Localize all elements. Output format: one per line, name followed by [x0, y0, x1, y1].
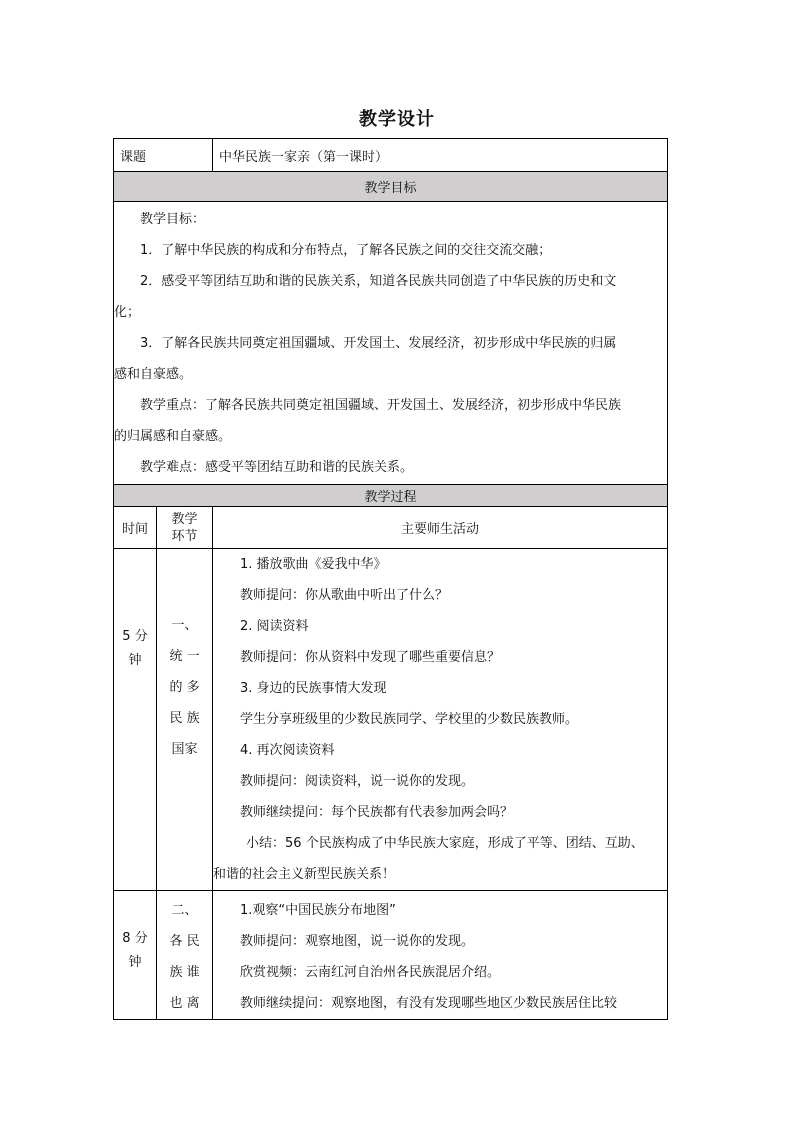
stage-line: 统 一 [169, 649, 200, 664]
time-cell [114, 549, 157, 891]
key-point-cont: 的归属感和自豪感。 [114, 428, 232, 444]
topic-label: 课题 [114, 139, 213, 172]
stage-line: 民 族 [169, 711, 200, 726]
process-row [114, 549, 668, 891]
activity-line: 学生分享班级里的少数民族同学、学校里的少数民族教师。 [240, 712, 579, 727]
process-column-headers [114, 507, 668, 549]
difficulty-point: 教学难点：感受平等团结互助和谐的民族关系。 [140, 459, 414, 475]
topic-row [114, 139, 668, 172]
process-heading: 教学过程 [114, 485, 668, 507]
column-header-stage [157, 507, 213, 549]
stage-cell [157, 891, 213, 1020]
activity-line: 教师继续提问：观察地图，有没有发现哪些地区少数民族居住比较 [240, 996, 618, 1011]
objectives-body [114, 202, 668, 485]
process-heading-row [114, 485, 668, 507]
summary-line: 小结：56 个民族构成了中华民族大家庭，形成了平等、团结、互助、 [246, 836, 644, 851]
objectives-body-row [114, 202, 668, 485]
activity-line: 教师提问：你从歌曲中听出了什么？ [240, 588, 449, 603]
key-point: 教学重点：了解各民族共同奠定祖国疆域、开发国土、发展经济，初步形成中华民族 [140, 397, 622, 413]
stage-line: 国家 [171, 742, 198, 757]
activity-cell [213, 891, 668, 1020]
objective-item-2-cont: 化； [114, 304, 141, 320]
activity-cell [213, 549, 668, 891]
time-cell [114, 891, 157, 1020]
activity-line: 教师提问：阅读资料，说一说你的发现。 [240, 774, 475, 789]
stage-line: 的 多 [169, 680, 200, 695]
objectives-lead: 教学目标： [140, 211, 206, 227]
stage-cell [157, 549, 213, 891]
activity-line: 教师继续提问：每个民族都有代表参加两会吗？ [240, 805, 514, 820]
objective-item-3: 3．了解各民族共同奠定祖国疆域、开发国土、发展经济，初步形成中华民族的归属 [140, 335, 617, 351]
topic-value: 中华民族一家亲（第一课时） [213, 139, 668, 172]
activity-line: 1. 播放歌曲《爱我中华》 [240, 557, 387, 572]
activity-line: 2. 阅读资料 [240, 619, 309, 634]
summary-line-cont: 和谐的社会主义新型民族关系！ [213, 867, 396, 882]
column-header-stage-line1: 教学 [171, 511, 198, 527]
objectives-heading-row [114, 172, 668, 202]
process-row [114, 891, 668, 1020]
column-header-time: 时间 [114, 507, 157, 549]
page-title: 教学设计 [359, 109, 435, 130]
time-value: 5 分 [122, 629, 148, 644]
objective-item-3-cont: 感和自豪感。 [114, 366, 193, 382]
objective-item-1: 1．了解中华民族的构成和分布特点，了解各民族之间的交往交流交融； [140, 242, 552, 258]
time-unit: 钟 [128, 955, 142, 970]
column-header-activity: 主要师生活动 [213, 507, 668, 549]
time-unit: 钟 [128, 653, 142, 668]
activity-line: 4. 再次阅读资料 [240, 743, 335, 758]
stage-line: 二、 [171, 903, 198, 918]
time-value: 8 分 [122, 931, 148, 946]
stage-line: 族 谁 [169, 965, 200, 980]
stage-line: 一、 [171, 618, 198, 633]
activity-line: 欣赏视频：云南红河自治州各民族混居介绍。 [240, 965, 501, 980]
activity-line: 教师提问：你从资料中发现了哪些重要信息？ [240, 650, 501, 665]
lesson-plan-table [113, 138, 668, 1020]
activity-line: 教师提问：观察地图，说一说你的发现。 [240, 934, 475, 949]
stage-line: 各 民 [169, 934, 200, 949]
column-header-stage-line2: 环节 [171, 528, 198, 544]
objective-item-2: 2．感受平等团结互助和谐的民族关系，知道各民族共同创造了中华民族的历史和文 [140, 273, 617, 289]
activity-line: 1.观察“中国民族分布地图” [240, 903, 396, 918]
activity-line: 3. 身边的民族事情大发现 [240, 681, 387, 696]
stage-line: 也 离 [169, 996, 200, 1011]
objectives-heading: 教学目标 [114, 172, 668, 202]
